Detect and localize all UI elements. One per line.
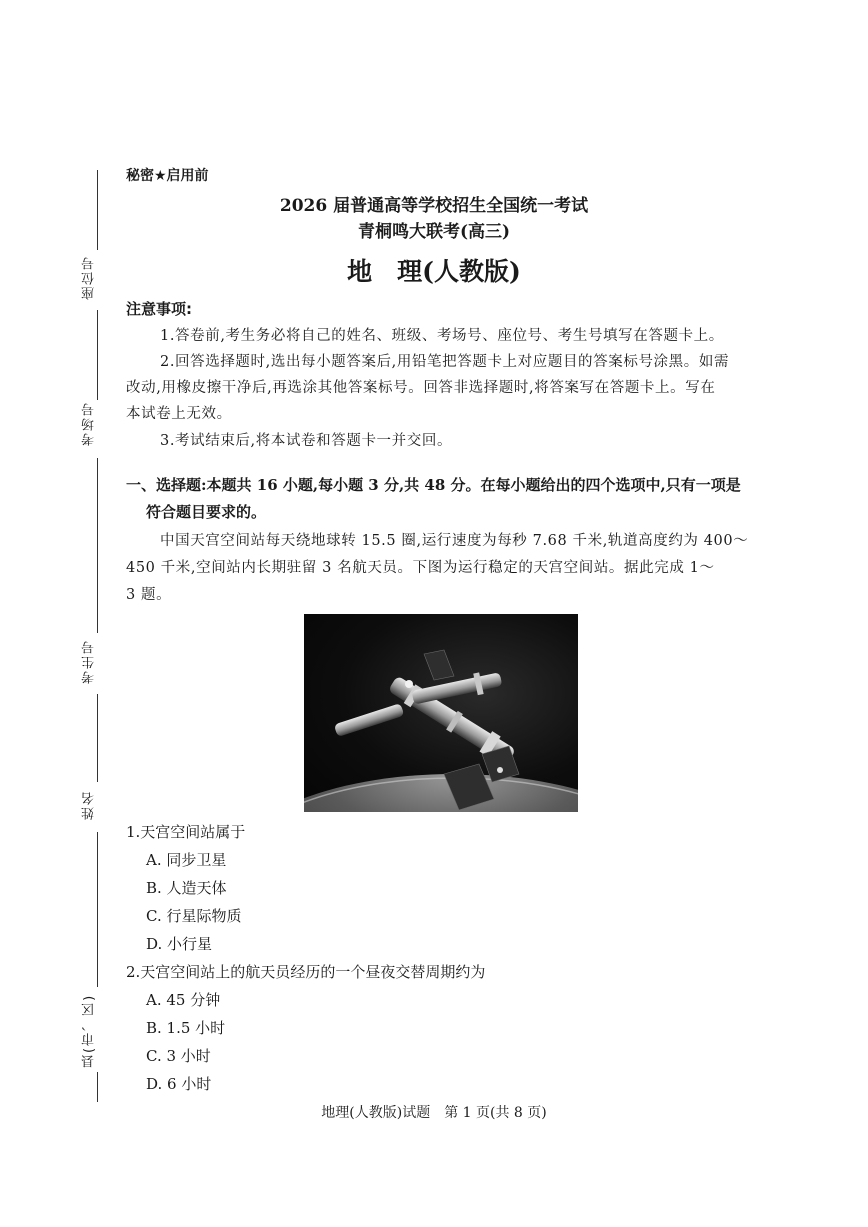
sidebar-exam-no-label: 考生号 xyxy=(82,639,97,684)
question-2-option-a[interactable]: A. 45 分钟 xyxy=(146,991,221,1009)
notice-item-1: 1.答卷前,考生务必将自己的姓名、班级、考场号、座位号、考生号填写在答题卡上。 xyxy=(160,328,724,344)
sidebar-line-4 xyxy=(97,694,98,782)
page-footer: 地理(人教版)试题 第 1 页(共 8 页) xyxy=(321,1105,547,1121)
question-2-option-d[interactable]: D. 6 小时 xyxy=(146,1075,212,1093)
sidebar-room-label: 考场号 xyxy=(82,401,97,446)
sidebar-line-3 xyxy=(97,458,98,633)
notice-heading: 注意事项: xyxy=(126,300,192,318)
sidebar-line-2 xyxy=(97,310,98,400)
passage-line-3: 3 题。 xyxy=(126,587,172,603)
section1-heading: 一、选择题:本题共 16 小题,每小题 3 分,共 48 分。在每小题给出的四个选项中,只有一项是 xyxy=(126,476,741,494)
notice-item-3: 3.考试结束后,将本试卷和答题卡一并交回。 xyxy=(160,433,453,449)
question-1-option-b[interactable]: B. 人造天体 xyxy=(146,879,227,897)
section1-heading-cont: 符合题目要求的。 xyxy=(146,503,267,521)
space-station-photo xyxy=(304,614,578,812)
exam-title: 2026 届普通高等学校招生全国统一考试 xyxy=(279,196,589,216)
sidebar-county-label: 县(市、区) xyxy=(82,993,97,1068)
left-module xyxy=(334,703,405,737)
question-1-stem: 1.天宫空间站属于 xyxy=(126,823,246,841)
sidebar-seat-label: 座位号 xyxy=(82,255,97,300)
question-1-option-c[interactable]: C. 行星际物质 xyxy=(146,907,242,925)
question-2-option-b[interactable]: B. 1.5 小时 xyxy=(146,1019,226,1037)
subject-title: 地 理(人教版) xyxy=(347,257,521,286)
passage-line-1: 中国天宫空间站每天绕地球转 15.5 圈,运行速度为每秒 7.68 千米,轨道高度约为 400～ xyxy=(160,533,749,549)
space-station-illustration xyxy=(304,614,578,812)
question-1-option-a[interactable]: A. 同步卫星 xyxy=(146,851,227,869)
sidebar-line-6 xyxy=(97,1072,98,1102)
passage-line-2: 450 千米,空间站内长期驻留 3 名航天员。下图为运行稳定的天宫空间站。据此完成 1～ xyxy=(126,560,715,576)
exam-subtitle: 青桐鸣大联考(高三) xyxy=(357,222,511,242)
question-2-option-c[interactable]: C. 3 小时 xyxy=(146,1047,211,1065)
sidebar-name-label: 姓名 xyxy=(82,790,97,820)
question-1-option-d[interactable]: D. 小行星 xyxy=(146,935,213,953)
earth-limb xyxy=(304,774,578,812)
secret-label: 秘密★启用前 xyxy=(126,168,209,184)
question-2-stem: 2.天宫空间站上的航天员经历的一个昼夜交替周期约为 xyxy=(126,963,486,981)
notice-item-2-line1: 2.回答选择题时,选出每小题答案后,用铅笔把答题卡上对应题目的答案标号涂黑。如需 xyxy=(160,354,730,370)
sidebar-line-5 xyxy=(97,832,98,987)
notice-item-2-line3: 本试卷上无效。 xyxy=(126,406,232,422)
notice-item-2-line2: 改动,用橡皮擦干净后,再选涂其他答案标号。回答非选择题时,将答案写在答题卡上。写在 xyxy=(126,380,716,396)
